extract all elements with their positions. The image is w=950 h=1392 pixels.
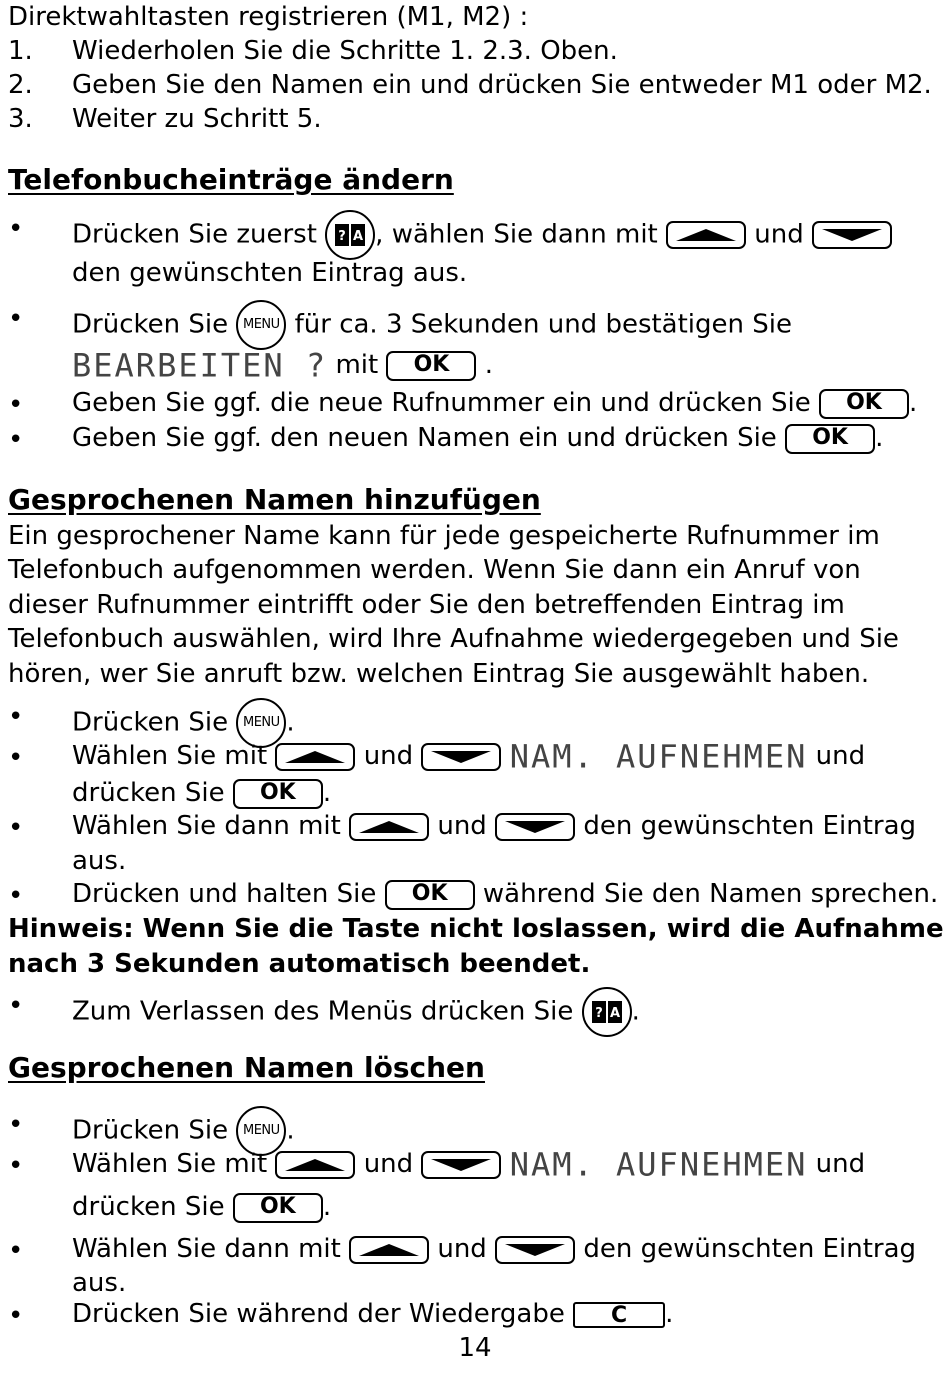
ok-key: OK <box>785 424 875 454</box>
bullet: • <box>8 1151 24 1181</box>
menu-key-icon: MENU <box>236 698 286 748</box>
bullet-edit-1-cont: den gewünschten Eintrag aus. <box>72 258 468 288</box>
bullet: • <box>8 881 24 911</box>
note-line-1: Hinweis: Wenn Sie die Taste nicht loslassen, wird die Aufnahme <box>8 914 944 944</box>
bullet: • <box>8 1110 24 1140</box>
bullet-del-2: Wählen Sie mit und NAM. AUFNEHMEN und <box>72 1145 866 1184</box>
section-heading-edit: Telefonbucheinträge ändern <box>8 163 454 196</box>
lcd-display-text: NAM. AUFNEHMEN <box>509 1145 808 1184</box>
bullet-del-1: Drücken Sie MENU . <box>72 1106 295 1156</box>
ok-key: OK <box>233 1193 323 1223</box>
menu-key-icon: MENU <box>236 1106 286 1156</box>
paragraph-line: Ein gesprochener Name kann für jede gespeicherte Rufnummer im <box>8 521 880 551</box>
svg-text:A: A <box>609 1006 620 1021</box>
down-arrow-key <box>495 813 575 841</box>
bullet: • <box>8 390 24 420</box>
down-arrow-key <box>421 743 501 771</box>
bullet-add-2-cont: drücken Sie OK . <box>72 778 332 808</box>
svg-text:A: A <box>353 229 364 244</box>
phonebook-key-icon <box>325 210 375 260</box>
bullet-del-3: Wählen Sie dann mit und den gewünschten Eintrag <box>72 1234 917 1264</box>
bullet-edit-2: Drücken Sie MENU für ca. 3 Sekunden und bestätigen Sie <box>72 300 792 350</box>
up-arrow-key <box>666 221 746 249</box>
paragraph-line: Telefonbuch aufgenommen werden. Wenn Sie dann ein Anruf von <box>8 555 861 585</box>
ok-key: OK <box>233 779 323 809</box>
bullet-edit-3: Geben Sie ggf. die neue Rufnummer ein und drücken Sie OK . <box>72 388 918 418</box>
ok-key: OK <box>385 880 475 910</box>
bullet: • <box>8 304 24 334</box>
bullet: • <box>8 214 24 244</box>
down-arrow-key <box>495 1236 575 1264</box>
intro-text: Direktwahltasten registrieren (M1, M2) : <box>8 2 529 32</box>
bullet: • <box>8 991 24 1021</box>
bullet: • <box>8 425 24 455</box>
section-heading-add-name: Gesprochenen Namen hinzufügen <box>8 483 541 516</box>
bullet-del-2-cont: drücken Sie OK . <box>72 1192 332 1222</box>
up-arrow-key <box>349 813 429 841</box>
bullet-add-3: Wählen Sie dann mit und den gewünschten Eintrag <box>72 811 917 841</box>
lcd-display-text: BEARBEITEN ? <box>72 346 328 385</box>
note-line-2: nach 3 Sekunden automatisch beendet. <box>8 949 591 979</box>
page-number: 14 <box>458 1333 492 1363</box>
paragraph-line: Telefonbuch auswählen, wird Ihre Aufnahme wiedergegeben und Sie <box>8 624 899 654</box>
ok-key: OK <box>819 389 909 419</box>
bullet-add-2: Wählen Sie mit und NAM. AUFNEHMEN und <box>72 737 866 776</box>
bullet-edit-1: Drücken Sie zuerst ? A , wählen Sie dann mit und <box>72 210 892 260</box>
bullet: • <box>8 1301 24 1331</box>
bullet-edit-2-cont: BEARBEITEN ? mit OK . <box>72 346 493 385</box>
ok-key: OK <box>386 351 476 381</box>
svg-text:?: ? <box>594 1006 603 1021</box>
up-arrow-key <box>275 743 355 771</box>
c-key: C <box>573 1302 665 1328</box>
menu-key-icon: MENU <box>236 300 286 350</box>
bullet: • <box>8 702 24 732</box>
bullet-add-5: Zum Verlassen des Menüs drücken Sie ? A . <box>72 987 640 1037</box>
bullet: • <box>8 813 24 843</box>
bullet: • <box>8 743 24 773</box>
section-heading-delete-name: Gesprochenen Namen löschen <box>8 1051 485 1084</box>
down-arrow-key <box>421 1151 501 1179</box>
svg-text:?: ? <box>338 229 346 244</box>
bullet-add-1: Drücken Sie MENU . <box>72 698 295 748</box>
bullet-edit-4: Geben Sie ggf. den neuen Namen ein und drücken Sie OK . <box>72 423 884 453</box>
paragraph-line: dieser Rufnummer eintrifft oder Sie den betreffenden Eintrag im <box>8 590 845 620</box>
down-arrow-key <box>812 221 892 249</box>
bullet-add-4: Drücken und halten Sie OK während Sie den Namen sprechen. <box>72 879 939 909</box>
phonebook-key-icon <box>582 987 632 1037</box>
lcd-display-text: NAM. AUFNEHMEN <box>509 737 808 776</box>
bullet-del-3-cont: aus. <box>72 1268 127 1298</box>
up-arrow-key <box>349 1236 429 1264</box>
bullet: • <box>8 1236 24 1266</box>
up-arrow-key <box>275 1151 355 1179</box>
bullet-del-4: Drücken Sie während der Wiedergabe C . <box>72 1299 674 1329</box>
bullet-add-3-cont: aus. <box>72 846 127 876</box>
paragraph-line: hören, wer Sie anruft bzw. welchen Eintrag Sie ausgewählt haben. <box>8 659 870 689</box>
